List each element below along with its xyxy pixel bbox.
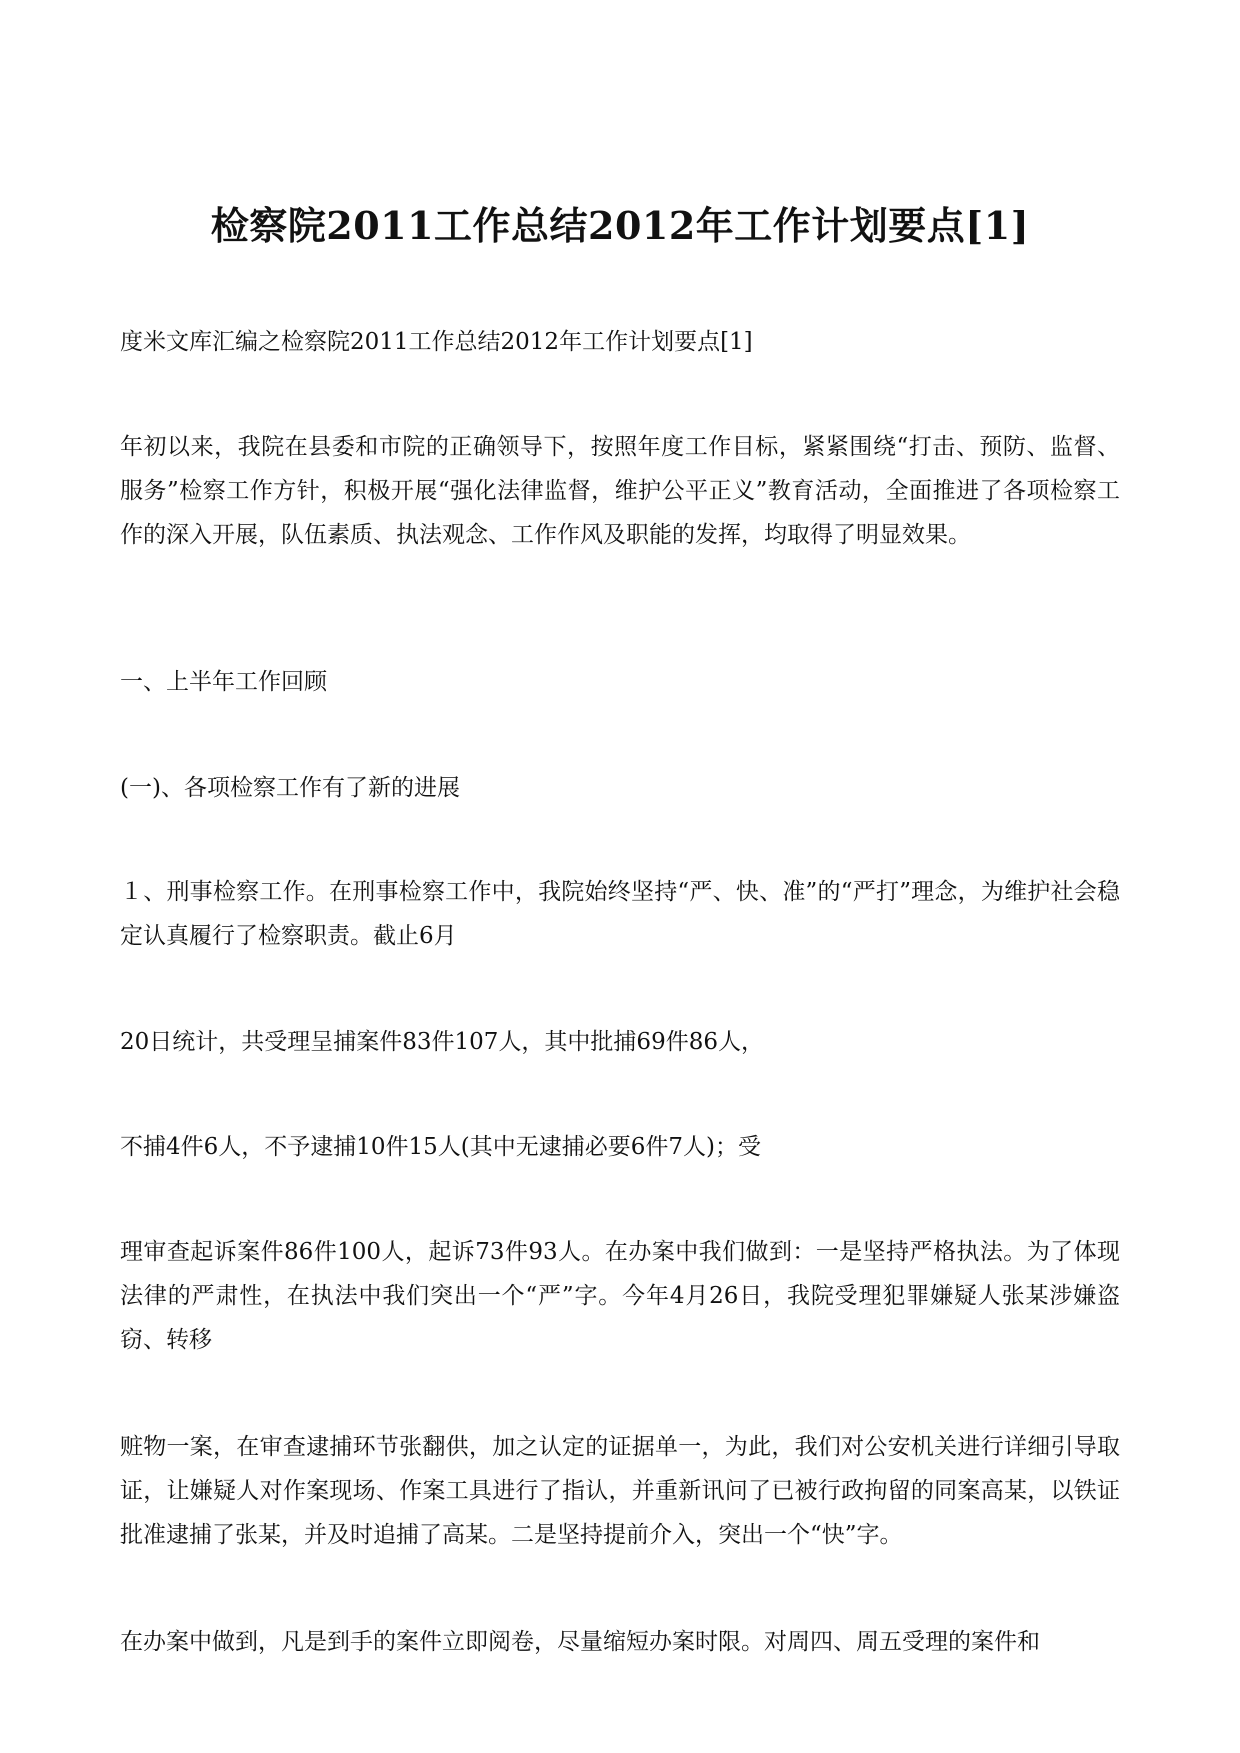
paragraph-stolen-goods-case: 赃物一案，在审查逮捕环节张翻供，加之认定的证据单一，为此，我们对公安机关进行详细引导取证，让嫌疑人对作案现场、作案工具进行了指认，并重新讯问了已被行政拘留的同案高某，以铁证批准逮捕了张某，并及时追捕了高某。二是坚持提前介入，突出一个“快”字。 [120, 1434, 1120, 1548]
paragraph-criminal-prosecution: １、刑事检察工作。在刑事检察工作中，我院始终坚持“严、快、准”的“严打”理念，为维护社会稳定认真履行了检察职责。截止6月 [120, 879, 1120, 949]
heading-subsection-1: (一)、各项检察工作有了新的进展 [120, 775, 460, 801]
paragraph-case-handling: 在办案中做到，凡是到手的案件立即阅卷，尽量缩短办案时限。对周四、周五受理的案件和 [120, 1629, 1040, 1655]
paragraph-statistics-2: 不捕4件6人，不予逮捕10件15人(其中无逮捕必要6件7人)；受 [120, 1134, 762, 1160]
paragraph-prosecution-review: 理审查起诉案件86件100人，起诉73件93人。在办案中我们做到：一是坚持严格执法。为了体现法律的严肃性，在执法中我们突出一个“严”字。今年4月26日，我院受理犯罪嫌疑人张某涉嫌盗窃、转移 [120, 1239, 1120, 1353]
paragraph-statistics-1: 20日统计，共受理呈捕案件83件107人，其中批捕69件86人， [120, 1029, 764, 1055]
heading-section-1: 一、上半年工作回顾 [120, 669, 327, 695]
paragraph-source: 度米文库汇编之检察院2011工作总结2012年工作计划要点[1] [120, 329, 753, 355]
document-title: 检察院2011工作总结2012年工作计划要点[1] [210, 203, 1030, 248]
paragraph-intro: 年初以来，我院在县委和市院的正确领导下，按照年度工作目标，紧紧围绕“打击、预防、监督、服务”检察工作方针，积极开展“强化法律监督，维护公平正义”教育活动，全面推进了各项检察工作的深入开展，队伍素质、执法观念、工作作风及职能的发挥，均取得了明显效果。 [120, 434, 1120, 548]
